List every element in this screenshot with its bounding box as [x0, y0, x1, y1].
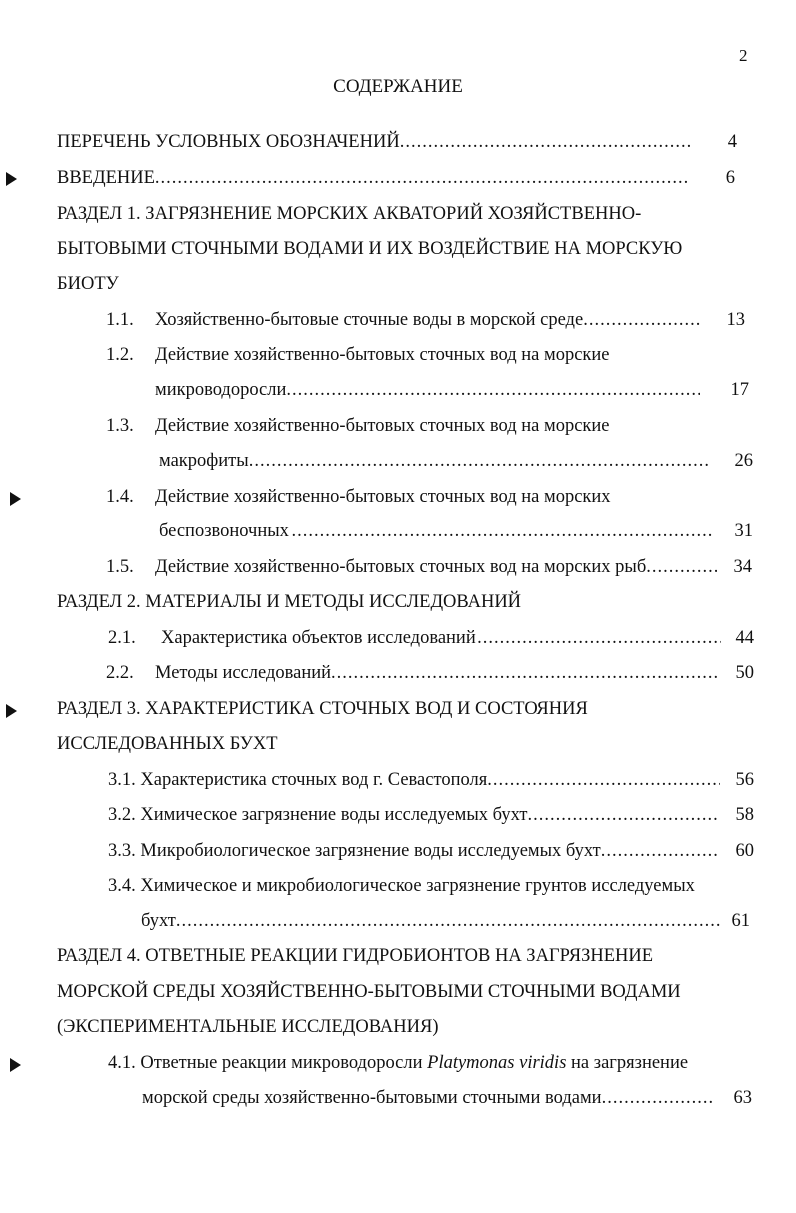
section-heading[interactable]: МОРСКОЙ СРЕДЫ ХОЗЯЙСТВЕННО-БЫТОВЫМИ СТОЧНЫМИ ВОДАМИ: [57, 982, 681, 1002]
toc-item-number: 2.1.: [108, 628, 136, 648]
toc-entry-3-4[interactable]: 3.4. Химическое и микробиологическое загрязнение грунтов исследуемых: [108, 876, 695, 896]
toc-page: 60: [735, 841, 754, 861]
toc-entry-3-2[interactable]: 3.2. Химическое загрязнение воды исследуемых бухт .....: [108, 805, 720, 826]
toc-item-number: 1.2.: [106, 345, 134, 365]
section-heading[interactable]: ИССЛЕДОВАННЫХ БУХТ: [57, 734, 278, 754]
toc-page: 34: [733, 557, 752, 577]
toc-page: 31: [734, 521, 753, 541]
toc-entry-1-4[interactable]: Действие хозяйственно-бытовых сточных вод на морских: [155, 487, 611, 507]
toc-entry-2-2[interactable]: Методы исследований .....: [155, 663, 720, 684]
toc-page: 61: [731, 911, 750, 931]
section-heading[interactable]: БЫТОВЫМИ СТОЧНЫМИ ВОДАМИ И ИХ ВОЗДЕЙСТВИЕ НА МОРСКУЮ: [57, 239, 683, 259]
toc-page: 26: [734, 451, 753, 471]
toc-item-number: 1.4.: [106, 487, 134, 507]
toc-entry-4-1-cont[interactable]: морской среды хозяйственно-бытовыми сточными водами .....: [142, 1088, 714, 1109]
toc-entry-2-1[interactable]: Характеристика объектов исследований .....: [161, 628, 721, 649]
margin-arrow-icon: [10, 492, 21, 506]
toc-entry-3-3[interactable]: 3.3. Микробиологическое загрязнение воды исследуемых бухт .....: [108, 841, 720, 862]
toc-page: 6: [725, 168, 735, 188]
section-heading[interactable]: РАЗДЕЛ 3. ХАРАКТЕРИСТИКА СТОЧНЫХ ВОД И СОСТОЯНИЯ: [57, 699, 588, 719]
toc-entry-1-2-cont[interactable]: микроводоросли .....: [155, 380, 700, 401]
toc-entry-abbreviations[interactable]: ПЕРЕЧЕНЬ УСЛОВНЫХ ОБОЗНАЧЕНИЙ .....: [57, 132, 690, 153]
section-heading[interactable]: РАЗДЕЛ 4. ОТВЕТНЫЕ РЕАКЦИИ ГИДРОБИОНТОВ НА ЗАГРЯЗНЕНИЕ: [57, 946, 654, 966]
toc-item-number: 2.2.: [106, 663, 134, 683]
toc-entry-1-4-cont[interactable]: беспозвоночных .....: [159, 521, 713, 542]
toc-item-number: 1.3.: [106, 416, 134, 436]
toc-title: СОДЕРЖАНИЕ: [333, 76, 463, 97]
margin-arrow-icon: [6, 704, 17, 718]
toc-page: 50: [735, 663, 754, 683]
toc-page: 63: [733, 1088, 752, 1108]
toc-entry-1-3-cont[interactable]: макрофиты .....: [159, 451, 709, 472]
toc-item-number: 1.1.: [106, 310, 134, 330]
toc-page: 13: [726, 310, 745, 330]
toc-entry-4-1[interactable]: 4.1. Ответные реакции микроводоросли Platymonas viridis на загрязнение: [108, 1053, 689, 1073]
toc-item-number: 1.5.: [106, 557, 134, 577]
section-heading[interactable]: РАЗДЕЛ 1. ЗАГРЯЗНЕНИЕ МОРСКИХ АКВАТОРИЙ ХОЗЯЙСТВЕННО-: [57, 204, 642, 224]
toc-page: 4: [727, 132, 737, 152]
margin-arrow-icon: [6, 172, 17, 186]
section-heading[interactable]: (ЭКСПЕРИМЕНТАЛЬНЫЕ ИССЛЕДОВАНИЯ): [57, 1017, 439, 1037]
toc-page: 56: [735, 770, 754, 790]
toc-entry-3-1[interactable]: 3.1. Характеристика сточных вод г. Севастополя .....: [108, 770, 720, 791]
toc-entry-introduction[interactable]: ВВЕДЕНИЕ .....: [57, 168, 690, 189]
margin-arrow-icon: [10, 1058, 21, 1072]
page-number: 2: [739, 46, 748, 65]
toc-page: 17: [730, 380, 749, 400]
toc-entry-1-2[interactable]: Действие хозяйственно-бытовых сточных вод на морские: [155, 345, 610, 365]
species-name: Platymonas viridis: [427, 1053, 567, 1073]
toc-entry-1-1[interactable]: Хозяйственно-бытовые сточные воды в морской среде .....: [155, 310, 700, 331]
toc-entry-1-5[interactable]: Действие хозяйственно-бытовых сточных вод на морских рыб .....: [155, 557, 717, 578]
section-heading[interactable]: РАЗДЕЛ 2. МАТЕРИАЛЫ И МЕТОДЫ ИССЛЕДОВАНИЙ: [57, 592, 522, 612]
toc-page: 44: [735, 628, 754, 648]
section-heading[interactable]: БИОТУ: [57, 274, 119, 294]
toc-entry-1-3[interactable]: Действие хозяйственно-бытовых сточных вод на морские: [155, 416, 610, 436]
toc-page: 58: [735, 805, 754, 825]
toc-entry-3-4-cont[interactable]: бухт .....: [141, 911, 720, 932]
